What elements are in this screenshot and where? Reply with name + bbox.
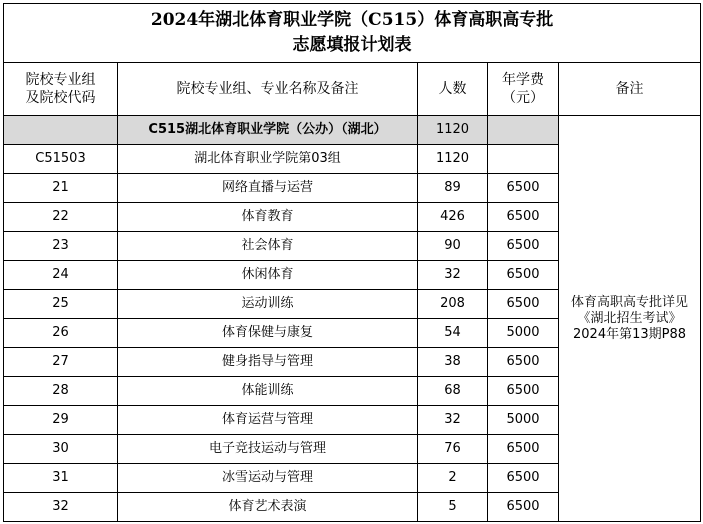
major-count: 76 — [418, 435, 488, 464]
note-line-1: 体育高职高专批详见 — [571, 294, 689, 310]
major-fee: 6500 — [488, 493, 559, 522]
note-line-3: 2024年第13期P88 — [573, 326, 687, 342]
school-count: 1120 — [418, 116, 488, 145]
major-name: 运动训练 — [118, 290, 418, 319]
major-code: 21 — [4, 174, 118, 203]
major-code: 24 — [4, 261, 118, 290]
major-fee: 6500 — [488, 261, 559, 290]
header-fee — [488, 63, 559, 116]
major-count: 208 — [418, 290, 488, 319]
major-code: 30 — [4, 435, 118, 464]
major-count: 90 — [418, 232, 488, 261]
school-code — [4, 116, 118, 145]
school-name: C515湖北体育职业学院（公办）（湖北） — [118, 116, 418, 145]
major-code: 25 — [4, 290, 118, 319]
table-title — [4, 4, 701, 63]
major-fee: 6500 — [488, 232, 559, 261]
note-line-2: 《湖北招生考试》 — [577, 310, 682, 326]
major-fee: 5000 — [488, 319, 559, 348]
major-name: 体育教育 — [118, 203, 418, 232]
note-cell — [559, 116, 701, 522]
major-name: 冰雪运动与管理 — [118, 464, 418, 493]
major-name: 体育保健与康复 — [118, 319, 418, 348]
major-name: 体能训练 — [118, 377, 418, 406]
group-count: 1120 — [418, 145, 488, 174]
major-name: 体育运营与管理 — [118, 406, 418, 435]
group-fee — [488, 145, 559, 174]
major-code: 31 — [4, 464, 118, 493]
major-fee: 5000 — [488, 406, 559, 435]
major-count: 2 — [418, 464, 488, 493]
major-fee: 6500 — [488, 377, 559, 406]
header-count: 人数 — [418, 63, 488, 116]
major-count: 32 — [418, 261, 488, 290]
major-code: 27 — [4, 348, 118, 377]
major-name: 社会体育 — [118, 232, 418, 261]
title-line-1: 2024年湖北体育职业学院（C515）体育高职高专批 — [150, 10, 554, 30]
major-name: 健身指导与管理 — [118, 348, 418, 377]
major-count: 89 — [418, 174, 488, 203]
header-code-line-1: 院校专业组 — [25, 72, 96, 88]
major-code: 28 — [4, 377, 118, 406]
header-fee-line-2: （元） — [502, 90, 544, 106]
header-code — [4, 63, 118, 116]
major-count: 54 — [418, 319, 488, 348]
major-fee: 6500 — [488, 203, 559, 232]
title-row — [4, 4, 701, 63]
school-row — [4, 116, 701, 145]
header-name: 院校专业组、专业名称及备注 — [118, 63, 418, 116]
major-code: 32 — [4, 493, 118, 522]
major-code: 23 — [4, 232, 118, 261]
major-count: 68 — [418, 377, 488, 406]
enrollment-plan-table — [3, 3, 701, 522]
header-row — [4, 63, 701, 116]
header-note: 备注 — [559, 63, 701, 116]
major-fee: 6500 — [488, 435, 559, 464]
major-fee: 6500 — [488, 290, 559, 319]
major-name: 体育艺术表演 — [118, 493, 418, 522]
major-fee: 6500 — [488, 348, 559, 377]
header-fee-line-1: 年学费 — [502, 72, 544, 88]
major-code: 22 — [4, 203, 118, 232]
group-code: C51503 — [4, 145, 118, 174]
major-name: 休闲体育 — [118, 261, 418, 290]
major-fee: 6500 — [488, 174, 559, 203]
major-code: 26 — [4, 319, 118, 348]
school-fee — [488, 116, 559, 145]
major-count: 5 — [418, 493, 488, 522]
title-line-2: 志愿填报计划表 — [292, 35, 412, 55]
group-name: 湖北体育职业学院第03组 — [118, 145, 418, 174]
major-count: 38 — [418, 348, 488, 377]
major-name: 电子竞技运动与管理 — [118, 435, 418, 464]
major-code: 29 — [4, 406, 118, 435]
major-count: 32 — [418, 406, 488, 435]
major-fee: 6500 — [488, 464, 559, 493]
major-count: 426 — [418, 203, 488, 232]
major-name: 网络直播与运营 — [118, 174, 418, 203]
header-code-line-2: 及院校代码 — [25, 90, 96, 106]
